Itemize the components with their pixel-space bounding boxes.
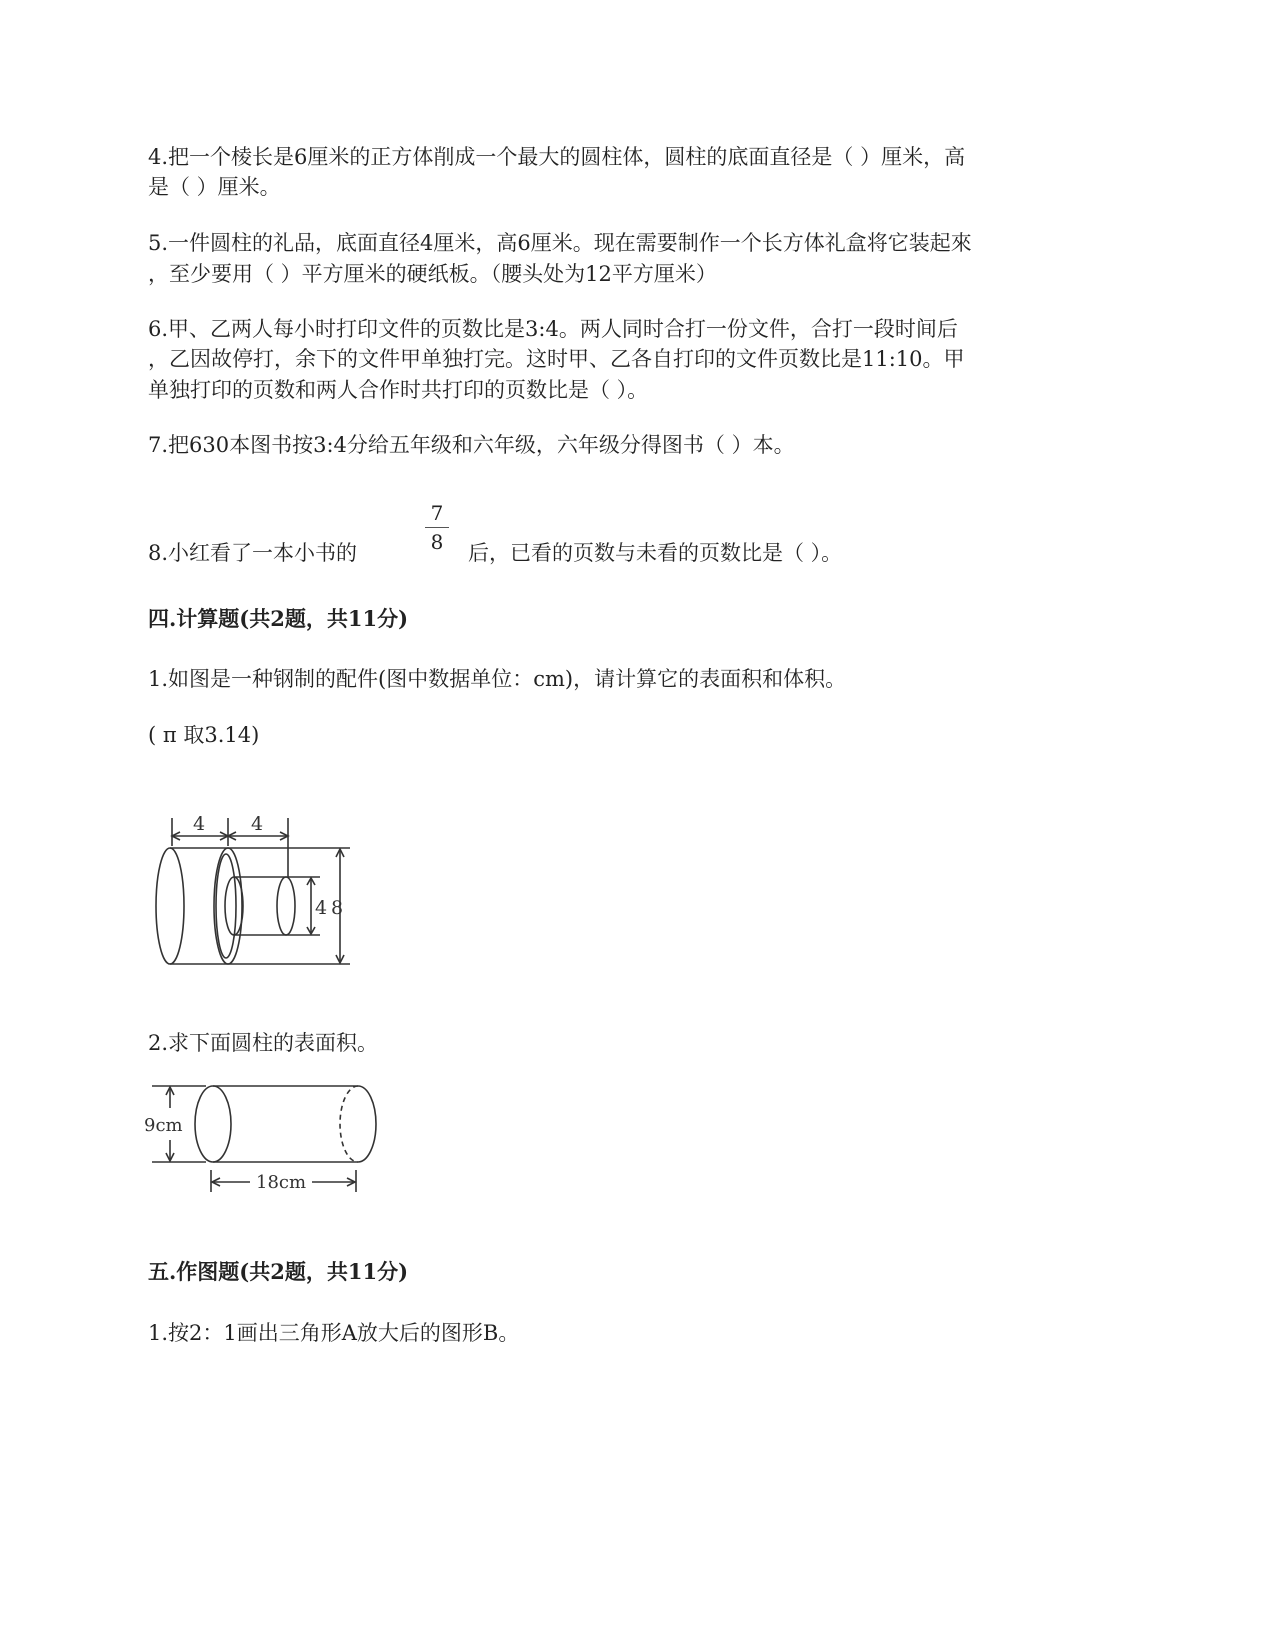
s5-q1-text: 1.按2：1画出三角形A放大后的图形B。 (148, 1321, 520, 1345)
fraction-numerator: 7 (430, 501, 444, 525)
dim-top-right: 4 (251, 813, 264, 835)
q6-line1: 6.甲、乙两人每小时打印文件的页数比是3:4。两人同时合打一份文件，合打一段时间后 (148, 317, 958, 341)
section5-heading: 五.作图题(共2题，共11分) (148, 1259, 409, 1284)
fraction-denominator: 8 (430, 530, 444, 554)
q6-line2: ，乙因故停打，余下的文件甲单独打完。这时甲、乙各自打印的文件页数比是11:10。甲 (148, 347, 965, 371)
dim-inner-diameter: 4 (315, 897, 328, 919)
dim-top-left: 4 (193, 813, 206, 835)
q5-line1: 5.一件圆柱的礼品，底面直径4厘米，高6厘米。现在需要制作一个长方体礼盒将它装起來 (148, 231, 972, 255)
q8-fraction (425, 502, 449, 553)
q4-line2: 是（ ）厘米。 (148, 175, 281, 199)
q7-text: 7.把630本图书按3:4分给五年级和六年级，六年级分得图书（ ）本。 (148, 433, 795, 457)
q4-line1: 4.把一个棱长是6厘米的正方体削成一个最大的圆柱体，圆柱的底面直径是（ ）厘米，高 (148, 145, 966, 169)
cylinder-figure (140, 1078, 380, 1198)
s4-q2-text: 2.求下面圆柱的表面积。 (148, 1031, 379, 1055)
q8-text-after: 后，已看的页数与未看的页数比是（ ）。 (468, 541, 843, 565)
s4-q1-line1: 1.如图是一种钢制的配件(图中数据单位：cm)，请计算它的表面积和体积。 (148, 667, 847, 691)
s4-q1-line2: ( π 取3.14) (148, 723, 260, 747)
section4-heading: 四.计算题(共2题，共11分) (148, 606, 409, 631)
q5-line2: ，至少要用（ ）平方厘米的硬纸板。（腰头处为12平方厘米） (148, 262, 717, 286)
length-label: 18cm (256, 1172, 307, 1193)
q6-line3: 单独打印的页数和两人合作时共打印的页数比是（ ）。 (148, 378, 649, 402)
dim-outer-diameter: 8 (331, 897, 344, 919)
q8-text-before: 8.小红看了一本小书的 (148, 541, 358, 565)
diameter-label: 9cm (144, 1115, 183, 1136)
steel-part-figure (140, 800, 360, 980)
fraction-bar (425, 527, 449, 528)
